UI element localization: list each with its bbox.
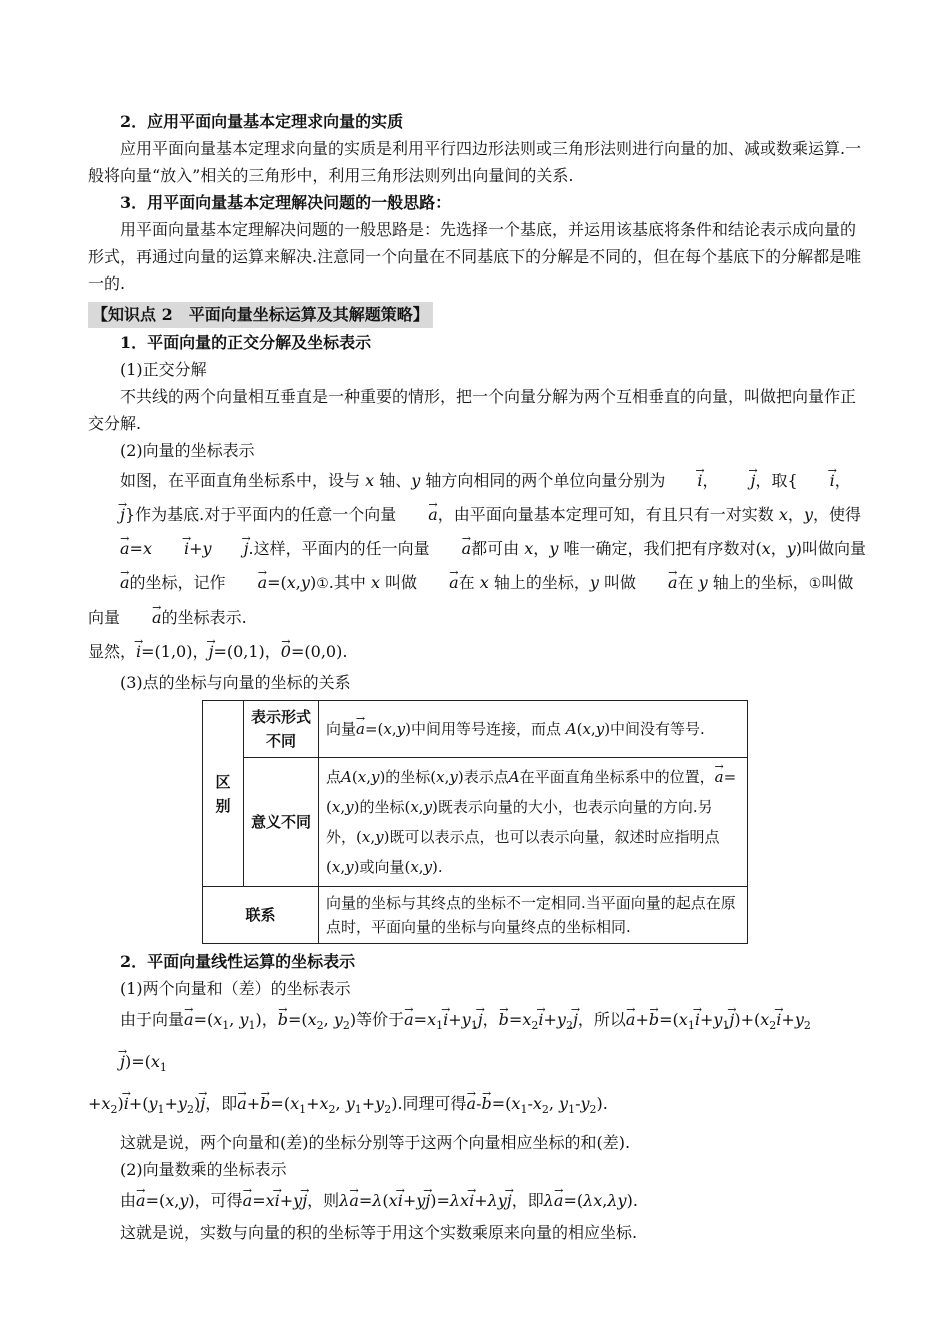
sum-conclusion: 这就是说，两个向量和(差)的坐标分别等于这两个向量相应坐标的和(差). [120,1132,631,1152]
section-2-paragraph: 应用平面向量基本定理求向量的实质是利用平行四边形法则或三角形法则进行向量的加、减或数乘运算.一般将向量“放入”相关的三角形中，利用三角形法则列出向量间的关系. [88,139,862,185]
kp2-subheading-orthogonal: (1)正交分解 [120,360,207,379]
obviously-line: 显然，→ i=(1,0)，→ j=(0,1)，→ 0=(0,0). [88,635,868,669]
scalar-formula-line: 由→ a=(x,y)，可得→ a=x→ i+y→ j，则λ→ a=λ(x→ i+y→ j)=λx→ i+λy→ j，即λ→ a=(λx,λy). [88,1183,868,1219]
diff-cell: 区别 [203,701,244,887]
scalar-conclusion: 这就是说，实数与向量的积的坐标等于用这个实数乘原来向量的相应坐标. [120,1222,638,1242]
kp2-subheading-coordinate: (2)向量的坐标表示 [120,441,255,460]
link-content-cell: 向量的坐标与其终点的坐标不一定相同.当平面向量的起点在原点时，平面向量的坐标与向量终点的坐标相同. [319,887,748,944]
kp2-subheading-sum: (1)两个向量和（差）的坐标表示 [120,979,351,998]
row1-content-cell: 向量→ a=(x,y)中间用等号连接，而点 A(x,y)中间没有等号. [319,701,748,758]
table-row [203,758,748,887]
section-3-paragraph: 用平面向量基本定理解决问题的一般思路是：先选择一个基底，并运用该基底将条件和结论表示成向量的形式，再通过向量的运算来解决.注意同一个向量在不同基底下的分解是不同的，但在每个基底下的分解都是唯一的. [88,220,862,293]
sum-formula-line-3: $+x_2)\to i+(y_1+y_2)\to j$，即→ $a+\to b=(x_1+x_2$, $y_1+y_2$).同理可得→ $a-\to b=(x_1-x_2$, $y_1-y_2$). [88,1086,868,1128]
kp2-heading-2: 2．平面向量线性运算的坐标表示 [120,952,356,971]
kp2-orthogonal-paragraph: 不共线的两个向量相互垂直是一种重要的情形，把一个向量分解为两个互相垂直的向量，叫做把向量作正交分解. [88,387,857,433]
document-page [88,108,868,1246]
section-2-heading: 2．应用平面向量基本定理求向量的实质 [120,112,404,131]
section-3-heading: 3．用平面向量基本定理解决问题的一般思路： [120,193,452,212]
row2-content-cell: 点A(x,y)的坐标(x,y)表示点A在平面直角坐标系中的位置，→ a=(x,y)的坐标(x,y)既表示向量的大小，也表示向量的方向.另外，(x,y)既可以表示点，也可以表示向量，叙述时应指明点(x,y)或向量(x,y). [319,758,748,887]
kp2-heading-1: 1．平面向量的正交分解及坐标表示 [120,333,372,352]
knowledge-point-badge: 【知识点 2 平面向量坐标运算及其解题策略】 [88,302,433,328]
sum-formula-line-2: → $j)=(x_1$ [88,1044,868,1086]
row2-label-cell: 意义不同 [244,758,319,887]
kp2-subheading-relation: (3)点的坐标与向量的坐标的关系 [120,673,351,692]
sum-formula-line-1: 由于向量→ $a=(x_1$, $y_1$)，→ $b=(x_2$, $y_2$)等价于→ $a=x_1\to i+y_1\to j$，→ $b=x_2\to i+y_2\to j$，所以→ $a+\to b=(x_1\to i+y_1\to j)+(x_2\to i+y_2$ [88,1002,868,1044]
table-row [203,887,748,944]
coordinate-paragraph: 如图，在平面直角坐标系中，设与 x 轴、y 轴方向相同的两个单位向量分别为→ i，→ j，取{→ i，→ j}作为基底.对于平面内的任意一个向量→ a，由平面向量基本定理可知，有且只有一对实数 x，y，使得→ a=x→ i+y→ j.这样，平面内的任一向量→ a都可由 x，y 唯一确定，我们把有序数对(x，y)叫做向量→ a的坐标，记作→ a=(x,y)①.其中 x 叫做→ a在 x 轴上的坐标，y 叫做→ a在 y 轴上的坐标，①叫做向量→ a的坐标表示. [88,464,868,635]
kp2-subheading-scalar: (2)向量数乘的坐标表示 [120,1159,287,1179]
link-label-cell: 联系 [203,887,319,944]
row1-label-cell: 表示形式不同 [244,701,319,758]
relation-table [202,700,748,944]
table-row [203,701,748,758]
